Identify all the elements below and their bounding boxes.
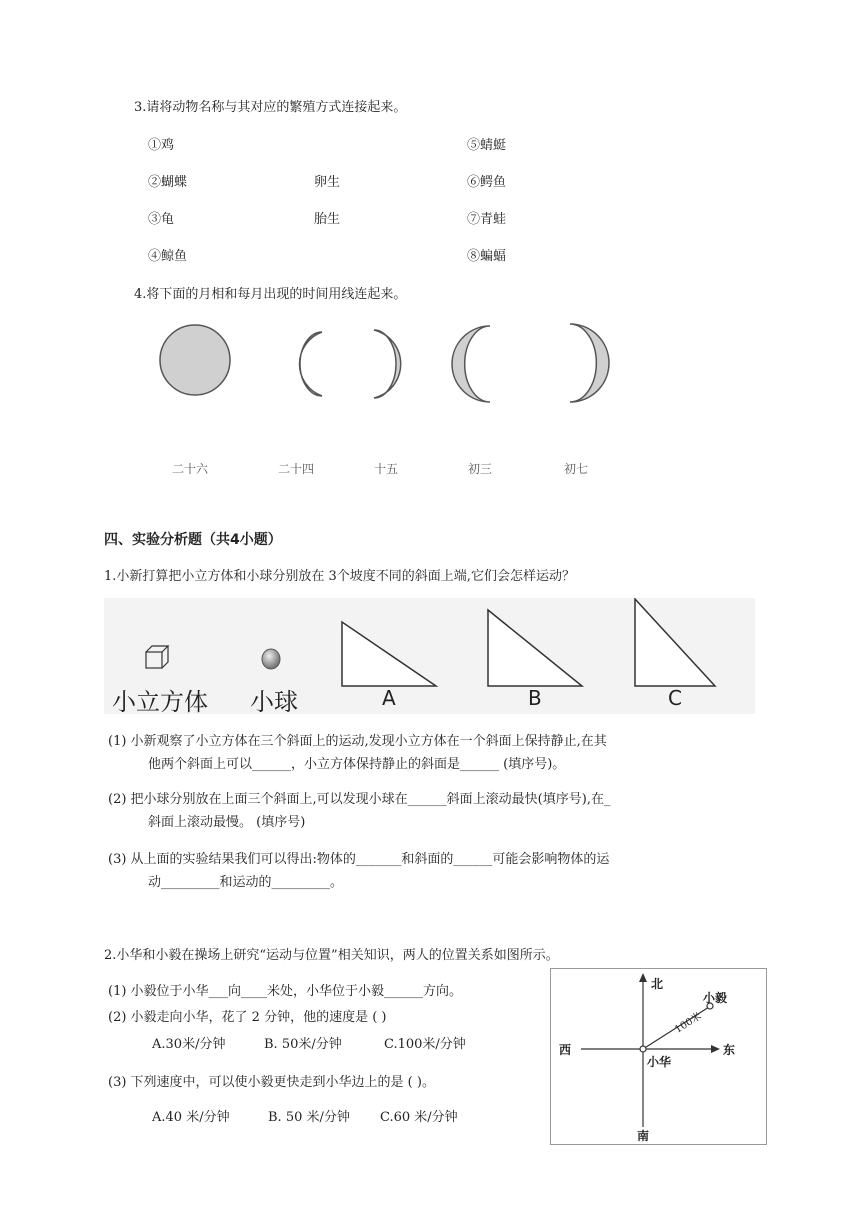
exp2-q3: (3) 下列速度中，可以使小毅更快走到小华边上的是 ( )。 xyxy=(108,1075,435,1090)
crescent-moon-icon xyxy=(570,324,609,402)
animal-item: ⑥鳄鱼 xyxy=(467,175,507,190)
full-moon-icon xyxy=(160,325,230,395)
crescent-moon-icon xyxy=(374,330,401,398)
section-heading: 四、实验分析题（共4小题） xyxy=(104,532,282,548)
exp2-q2-option: A.30米/分钟 xyxy=(152,1037,226,1052)
north-arrow-icon xyxy=(639,973,647,982)
animal-item: ①鸡 xyxy=(148,138,175,153)
exp2-q3-option: C.60 米/分钟 xyxy=(380,1110,458,1125)
slope-b xyxy=(488,610,582,686)
figure-label-b: B xyxy=(528,686,542,710)
animal-item: ⑦青蛙 xyxy=(467,212,507,227)
map-label-person-a: 小毅 xyxy=(703,991,728,1005)
moon-date-label: 十五 xyxy=(374,462,399,476)
moon-date-label: 二十六 xyxy=(172,462,209,476)
exp1-q3-line2: 动_________和运动的_________。 xyxy=(148,875,344,890)
animal-item: ⑤蜻蜓 xyxy=(467,138,507,153)
exp2-q1: (1) 小毅位于小华___向____米处，小华位于小毅______方向。 xyxy=(108,984,463,999)
exp2-q2-option: B. 50米/分钟 xyxy=(264,1037,342,1052)
q3-title: 3.请将动物名称与其对应的繁殖方式连接起来。 xyxy=(134,100,407,115)
figure-label-cube: 小立方体 xyxy=(112,688,208,716)
animal-item: ④鲸鱼 xyxy=(148,249,188,264)
exp2-q2: (2) 小毅走向小华，花了 2 分钟，他的速度是 ( ) xyxy=(108,1010,387,1025)
figure-label-a: A xyxy=(382,686,396,710)
map-label-distance: 100米 xyxy=(673,1010,704,1036)
crescent-moon-icon xyxy=(452,326,490,402)
moon-phases-figure xyxy=(150,318,630,408)
incline-figure xyxy=(104,598,755,714)
slope-a xyxy=(342,622,436,686)
exp1-q3-line1: (3) 从上面的实验结果我们可以得出:物体的_______和斜面的______可能会影响物体的运 xyxy=(108,852,610,867)
figure-label-c: C xyxy=(668,686,682,710)
exp2-q3-option: B. 50 米/分钟 xyxy=(268,1110,350,1125)
map-label-north: 北 xyxy=(651,977,664,991)
exp2-q3-option: A.40 米/分钟 xyxy=(152,1110,230,1125)
position-map xyxy=(550,968,767,1145)
moon-date-label: 二十四 xyxy=(278,462,315,476)
exp1-q2-line1: (2) 把小球分别放在上面三个斜面上,可以发现小球在______斜面上滚动最快(填序号),在_ xyxy=(108,792,611,807)
animal-item: ②蝴蝶 xyxy=(148,175,188,190)
cube-icon xyxy=(146,646,168,668)
exp1-q1-line2: 他两个斜面上可以______，小立方体保持静止的斜面是______ (填序号)。 xyxy=(148,757,566,772)
map-label-person-b: 小华 xyxy=(647,1055,672,1069)
map-label-east: 东 xyxy=(723,1043,736,1057)
reproduction-mode: 胎生 xyxy=(314,212,341,227)
exp1-q1-line1: (1) 小新观察了小立方体在三个斜面上的运动,发现小立方体在一个斜面上保持静止,在其 xyxy=(108,734,607,749)
reproduction-mode: 卵生 xyxy=(314,175,341,190)
exp2-q2-option: C.100米/分钟 xyxy=(384,1037,466,1052)
east-arrow-icon xyxy=(711,1045,720,1053)
exp1-q2-line2: 斜面上滚动最慢。 (填序号) xyxy=(148,815,306,830)
map-label-south: 南 xyxy=(637,1129,650,1143)
ball-icon xyxy=(262,649,280,669)
map-label-west: 西 xyxy=(559,1043,572,1057)
crescent-moon-icon xyxy=(299,332,322,396)
moon-date-label: 初三 xyxy=(468,462,493,476)
animal-item: ③龟 xyxy=(148,212,175,227)
animal-item: ⑧蝙蝠 xyxy=(467,249,507,264)
moon-date-label: 初七 xyxy=(564,462,589,476)
q4-title: 4.将下面的月相和每月出现的时间用线连起来。 xyxy=(134,287,407,302)
exp1-title: 1.小新打算把小立方体和小球分别放在 3个坡度不同的斜面上端,它们会怎样运动？ xyxy=(104,569,575,584)
slope-c xyxy=(635,599,715,686)
position-dot xyxy=(640,1046,646,1052)
exp2-title: 2.小华和小毅在操场上研究“运动与位置”相关知识，两人的位置关系如图所示。 xyxy=(104,948,559,963)
figure-label-ball: 小球 xyxy=(250,688,298,716)
